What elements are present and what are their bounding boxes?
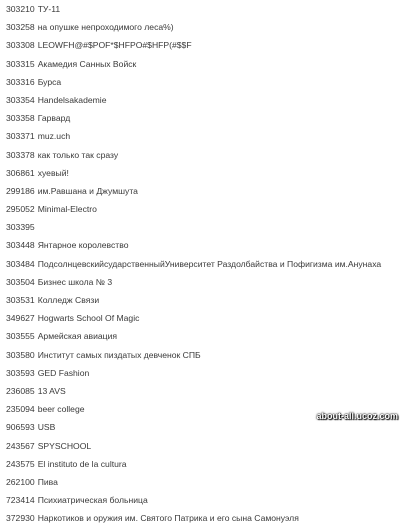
list-item <box>6 455 400 473</box>
item-name: Психиатрическая больница <box>37 495 148 506</box>
item-id: 303354 <box>6 94 35 105</box>
item-name: Бурса <box>37 76 62 87</box>
list-item <box>6 309 400 327</box>
item-name: LEOWFH@#$POF*$HFPO#$HFP(#$$F <box>37 40 192 51</box>
item-name: USB <box>37 422 56 433</box>
item-id: 303308 <box>6 40 35 51</box>
item-id: 236085 <box>6 385 35 396</box>
item-id: 303448 <box>6 240 35 251</box>
item-name: на опушке непроходимого леса%) <box>37 22 174 33</box>
item-id: 906593 <box>6 422 35 433</box>
list-item <box>6 437 400 455</box>
item-name: Янтарное королевство <box>37 240 129 251</box>
item-id: 243567 <box>6 440 35 451</box>
list-item <box>6 55 400 73</box>
list-item <box>6 491 400 509</box>
item-name: Колледж Связи <box>37 295 100 305</box>
item-id: 303358 <box>6 113 35 124</box>
item-name: Акамедия Санных Войск <box>37 58 137 69</box>
item-name: Армейская авиация <box>37 331 118 342</box>
item-id: 349627 <box>6 313 35 324</box>
item-id: 299186 <box>6 185 35 196</box>
item-id: 303531 <box>6 295 35 305</box>
item-name: beer college <box>37 404 85 415</box>
item-name: SPYSCHOOL <box>37 440 92 451</box>
item-id: 303395 <box>6 222 35 233</box>
list-item <box>6 236 400 254</box>
list-item <box>6 255 400 273</box>
list-item <box>6 346 400 364</box>
item-id: 262100 <box>6 476 35 487</box>
list-item <box>6 382 400 400</box>
item-name: El instituto de la cultura <box>37 458 127 469</box>
item-id: 303580 <box>6 349 35 360</box>
list-item <box>6 164 400 182</box>
item-name: GED Fashion <box>37 367 90 378</box>
item-name: им.Равшана и Джумшута <box>37 185 138 196</box>
item-id: 303484 <box>6 258 35 269</box>
item-id: 303210 <box>6 4 35 14</box>
list-item <box>6 327 400 345</box>
item-id: 303258 <box>6 22 35 33</box>
item-id: 303371 <box>6 131 35 142</box>
item-id: 303504 <box>6 276 35 287</box>
watermark-text: about-all.ucoz.com <box>316 411 398 421</box>
item-name: как только так сразу <box>37 149 119 160</box>
item-name: Гарвард <box>37 113 71 124</box>
list-item <box>6 509 400 527</box>
item-name: Пива <box>37 476 58 487</box>
list-item <box>6 109 400 127</box>
item-name: Hogwarts School Of Magic <box>37 313 140 324</box>
item-id: 372930 <box>6 513 35 524</box>
list-item <box>6 18 400 36</box>
list-item <box>6 364 400 382</box>
list-item <box>6 0 400 18</box>
list-item <box>6 473 400 491</box>
item-id: 243575 <box>6 458 35 469</box>
item-id: 723414 <box>6 495 35 506</box>
item-name: Наркотиков и оружия им. Святого Патрика и его сына Самонуэля <box>37 513 299 524</box>
item-name: Handelsakademie <box>37 94 107 105</box>
list-item <box>6 73 400 91</box>
item-id: 235094 <box>6 404 35 415</box>
item-id: 306861 <box>6 167 35 178</box>
list-item <box>6 218 400 236</box>
list-item <box>6 146 400 164</box>
item-name: Бизнес школа № 3 <box>37 276 113 287</box>
item-name: хуевый! <box>37 167 69 178</box>
item-name: ПодсолнцевскийсударственныйУниверситет Раздолбайства и Пофигизма им.Анунаха <box>37 258 382 269</box>
item-id: 303378 <box>6 149 35 160</box>
item-name: Институт самых пиздатых девченок СПБ <box>37 349 201 360</box>
item-name: 13 AVS <box>37 385 66 396</box>
list-item <box>6 273 400 291</box>
item-id: 303316 <box>6 76 35 87</box>
list-item <box>6 291 400 309</box>
item-id: 303555 <box>6 331 35 342</box>
item-name: Minimal-Electro <box>37 204 97 215</box>
list-item <box>6 182 400 200</box>
list-item <box>6 91 400 109</box>
list-item <box>6 127 400 145</box>
item-id: 303593 <box>6 367 35 378</box>
list-item <box>6 200 400 218</box>
list-item <box>6 36 400 54</box>
list-item <box>6 418 400 436</box>
item-id: 295052 <box>6 204 35 215</box>
item-name: muz.uch <box>37 131 71 142</box>
school-list <box>6 0 400 527</box>
item-id: 303315 <box>6 58 35 69</box>
item-name: ТУ-11 <box>37 4 61 14</box>
